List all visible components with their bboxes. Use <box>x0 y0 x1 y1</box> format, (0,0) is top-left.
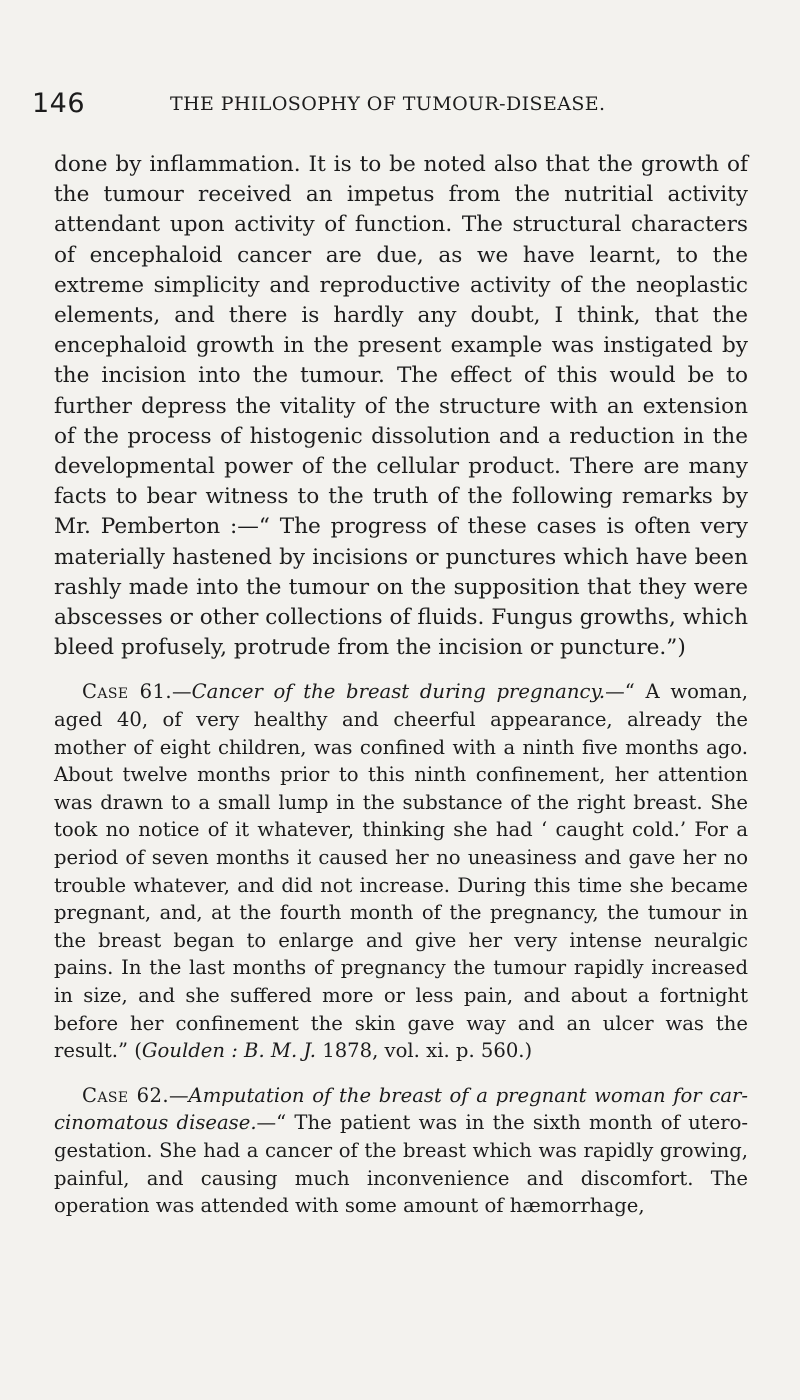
case-62-dash: — <box>168 1083 189 1107</box>
body-text <box>54 150 748 1220</box>
case-62-label: Case 62. <box>82 1083 169 1107</box>
case-61-title: Cancer of the breast during pregnancy. <box>191 680 606 704</box>
case-61-body: —“ A woman, aged 40, of very healthy and cheerful appearance, already the mother of eight children, was confined with a ninth five months ago. About twelve months prior to this ninth confinement, her attention was drawn to a small lump in the substance of the right breast. She took no notice of it whatever, thinking she had ‘ caught cold.’ For a period of seven months it caused her no uneasiness and gave her no trouble whatever, and did not increase. During this time she became pregnant, and, at the fourth month of the pregnancy, the tumour in the breast began to enlarge and give her very intense neuralgic pains. In the last months of pregnancy the tumour rapidly increased in size, and she suffered more or less pain, and about a fortnight before her confinement the skin gave way and an ulcer was the result.” ( <box>54 680 748 1063</box>
case-61-citation: Goulden : B. M. J. <box>141 1039 316 1063</box>
running-title: THE PHILOSOPHY OF TUMOUR-DISEASE. <box>170 93 606 115</box>
case-61-label: Case 61. <box>82 680 172 704</box>
paragraph-continuation: done by inflammation. It is to be noted also that the growth of the tumour received an impetus from the nutritial activity attendant upon activity of function. The structural characters of encephaloid cancer are due, as we have learnt, to the extreme simplicity and reproductive activity of the neoplastic elements, and there is hardly any doubt, I think, that the encephaloid growth in the present example was instigated by the incision into the tumour. The effect of this would be to further depress the vitality of the structure with an extension of the process of histogenic dissolution and a reduction in the developmental power of the cellular product. There are many facts to bear witness to the truth of the following remarks by Mr. Pemberton :—“ The progress of these cases is often very materially hastened by incisions or punctures which have been rashly made into the tumour on the supposition that they were abscesses or other collections of fluids. Fungus growths, which bleed profusely, protrude from the incision or puncture.”) <box>54 152 748 661</box>
case-61-dash: — <box>171 680 192 704</box>
case-62-paragraph <box>54 1082 748 1220</box>
case-61-paragraph <box>54 678 748 1064</box>
case-62-title: Amputation of the breast of a pregnant woman for car-cinomatous disease. <box>54 1083 748 1135</box>
page-number: 146 <box>32 88 86 119</box>
case-62-body: —“ The patient was in the sixth month of utero-gestation. She had a cancer of the breast which was rapidly growing, painful, and causing much inconvenience and discomfort. The operation was attended with some amount of hæmorrhage, <box>54 1111 748 1218</box>
running-head <box>32 88 760 128</box>
case-61-citation-tail: 1878, vol. xi. p. 560.) <box>316 1039 533 1063</box>
